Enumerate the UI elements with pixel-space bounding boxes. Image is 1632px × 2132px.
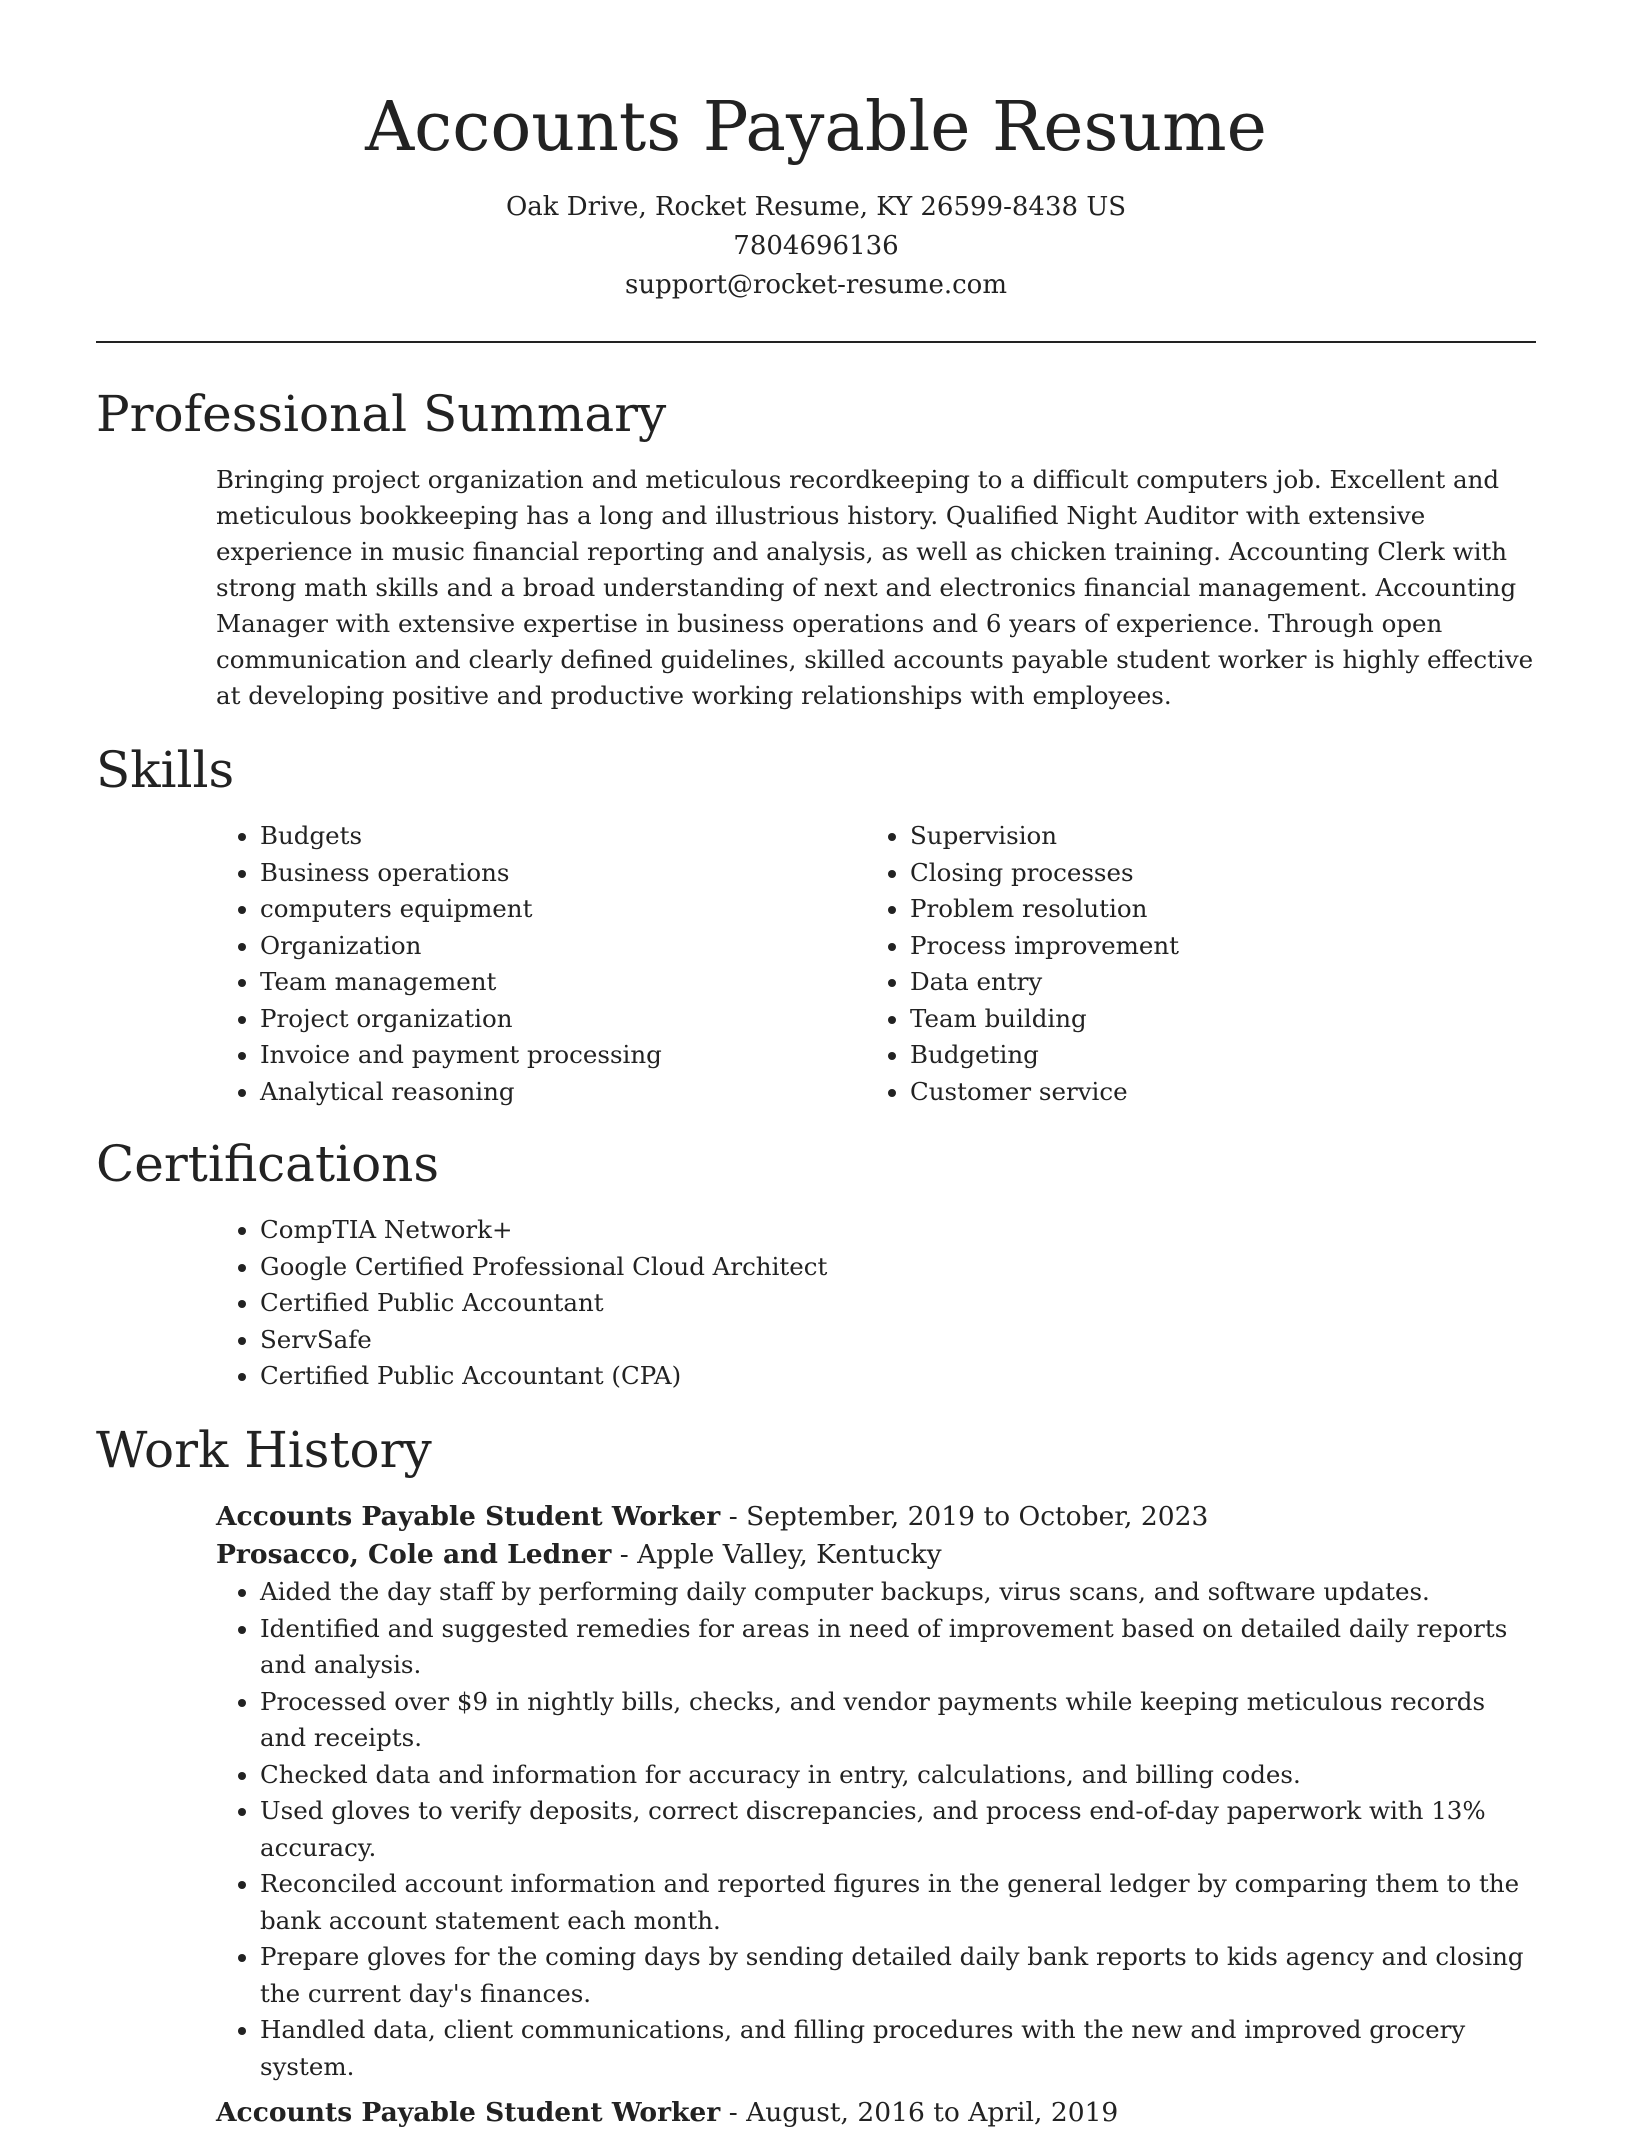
certification-item: • Google Certified Professional Cloud Architect [260,1249,1536,1286]
job-dates: - August, 2016 to April, 2019 [720,2097,1119,2128]
skills-right-column [866,818,1486,1110]
certification-item: • CompTIA Network+ [260,1212,1536,1249]
work-history-heading: Work History [96,1421,432,1479]
skill-item: • Team building [910,1001,1486,1038]
skill-item: • Problem resolution [910,891,1486,928]
skill-item: • computers equipment [260,891,836,928]
certifications-heading: Certifications [96,1135,440,1193]
job-entry [216,2094,1536,2132]
resume-title: Accounts Payable Resume [365,88,1267,167]
responsibility-item: • Prepare gloves for the coming days by sending detailed daily bank reports to kids agency and closing the current day's finances. [260,1939,1536,2012]
job-role: Accounts Payable Student Worker [216,2097,721,2128]
skills-left-column [216,818,836,1110]
certification-item: • ServSafe [260,1322,1536,1359]
contact-email: support@rocket-resume.com [624,270,1007,300]
responsibility-item: • Aided the day staff by performing daily computer backups, virus scans, and software updates. [260,1574,1536,1611]
skills-list-right [866,818,1486,1110]
skill-item: • Closing processes [910,855,1486,892]
skill-item: • Project organization [260,1001,836,1038]
job-role: Accounts Payable Student Worker [216,1501,721,1532]
job-company: Prosacco, Cole and Ledner [216,1539,612,1570]
job-company-line [216,1536,1536,1574]
responsibility-item: • Handled data, client communications, and filling procedures with the new and improved grocery system. [260,2012,1536,2085]
skill-item: • Team management [260,964,836,1001]
summary-heading: Professional Summary [96,385,667,443]
skill-item: • Customer service [910,1074,1486,1111]
skill-item: • Business operations [260,855,836,892]
skills-list-left [216,818,836,1110]
skill-item: • Invoice and payment processing [260,1037,836,1074]
job-title-line [216,2094,1536,2132]
certification-item: • Certified Public Accountant [260,1285,1536,1322]
contact-phone: 7804696136 [733,231,899,261]
contact-address: Oak Drive, Rocket Resume, KY 26599-8438 US [505,192,1127,222]
resume-header [0,0,1632,305]
skill-item: • Supervision [910,818,1486,855]
job-responsibilities [216,1574,1536,2085]
certification-item: • Certified Public Accountant (CPA) [260,1358,1536,1395]
job-location: - Apple Valley, Kentucky [611,1539,942,1570]
skill-item: • Data entry [910,964,1486,1001]
skill-item: • Process improvement [910,928,1486,965]
header-divider [96,341,1536,343]
skill-item: • Budgets [260,818,836,855]
responsibility-item: • Reconciled account information and reported figures in the general ledger by comparing them to the bank account statement each month. [260,1866,1536,1939]
responsibility-item: • Processed over $9 in nightly bills, checks, and vendor payments while keeping meticulous records and receipts. [260,1684,1536,1757]
certifications-list [216,1212,1536,1395]
job-title-line [216,1498,1536,1536]
responsibility-item: • Checked data and information for accuracy in entry, calculations, and billing codes. [260,1757,1536,1794]
contact-block [0,188,1632,305]
skill-item: • Analytical reasoning [260,1074,836,1111]
summary-text: Bringing project organization and meticulous recordkeeping to a difficult computers job. Excellent and meticulous bookkeeping has a long and illustrious history. Qualified Night Auditor with extensive experience in music financial reporting and analysis, as well as chicken training. Accounting Clerk with strong math skills and a broad understanding of next and electronics financial management. Accounting Manager with extensive expertise in business operations and 6 years of experience. Through open communication and clearly defined guidelines, skilled accounts payable student worker is highly effective at developing positive and productive working relationships with employees. [216,465,1534,710]
skill-item: • Budgeting [910,1037,1486,1074]
responsibility-item: • Identified and suggested remedies for areas in need of improvement based on detailed daily reports and analysis. [260,1611,1536,1684]
skills-heading: Skills [96,741,235,799]
job-entry [216,1498,1536,2085]
skill-item: • Organization [260,928,836,965]
responsibility-item: • Used gloves to verify deposits, correct discrepancies, and process end-of-day paperwork with 13% accuracy. [260,1793,1536,1866]
certifications-block [216,1212,1536,1395]
job-dates: - September, 2019 to October, 2023 [720,1501,1209,1532]
